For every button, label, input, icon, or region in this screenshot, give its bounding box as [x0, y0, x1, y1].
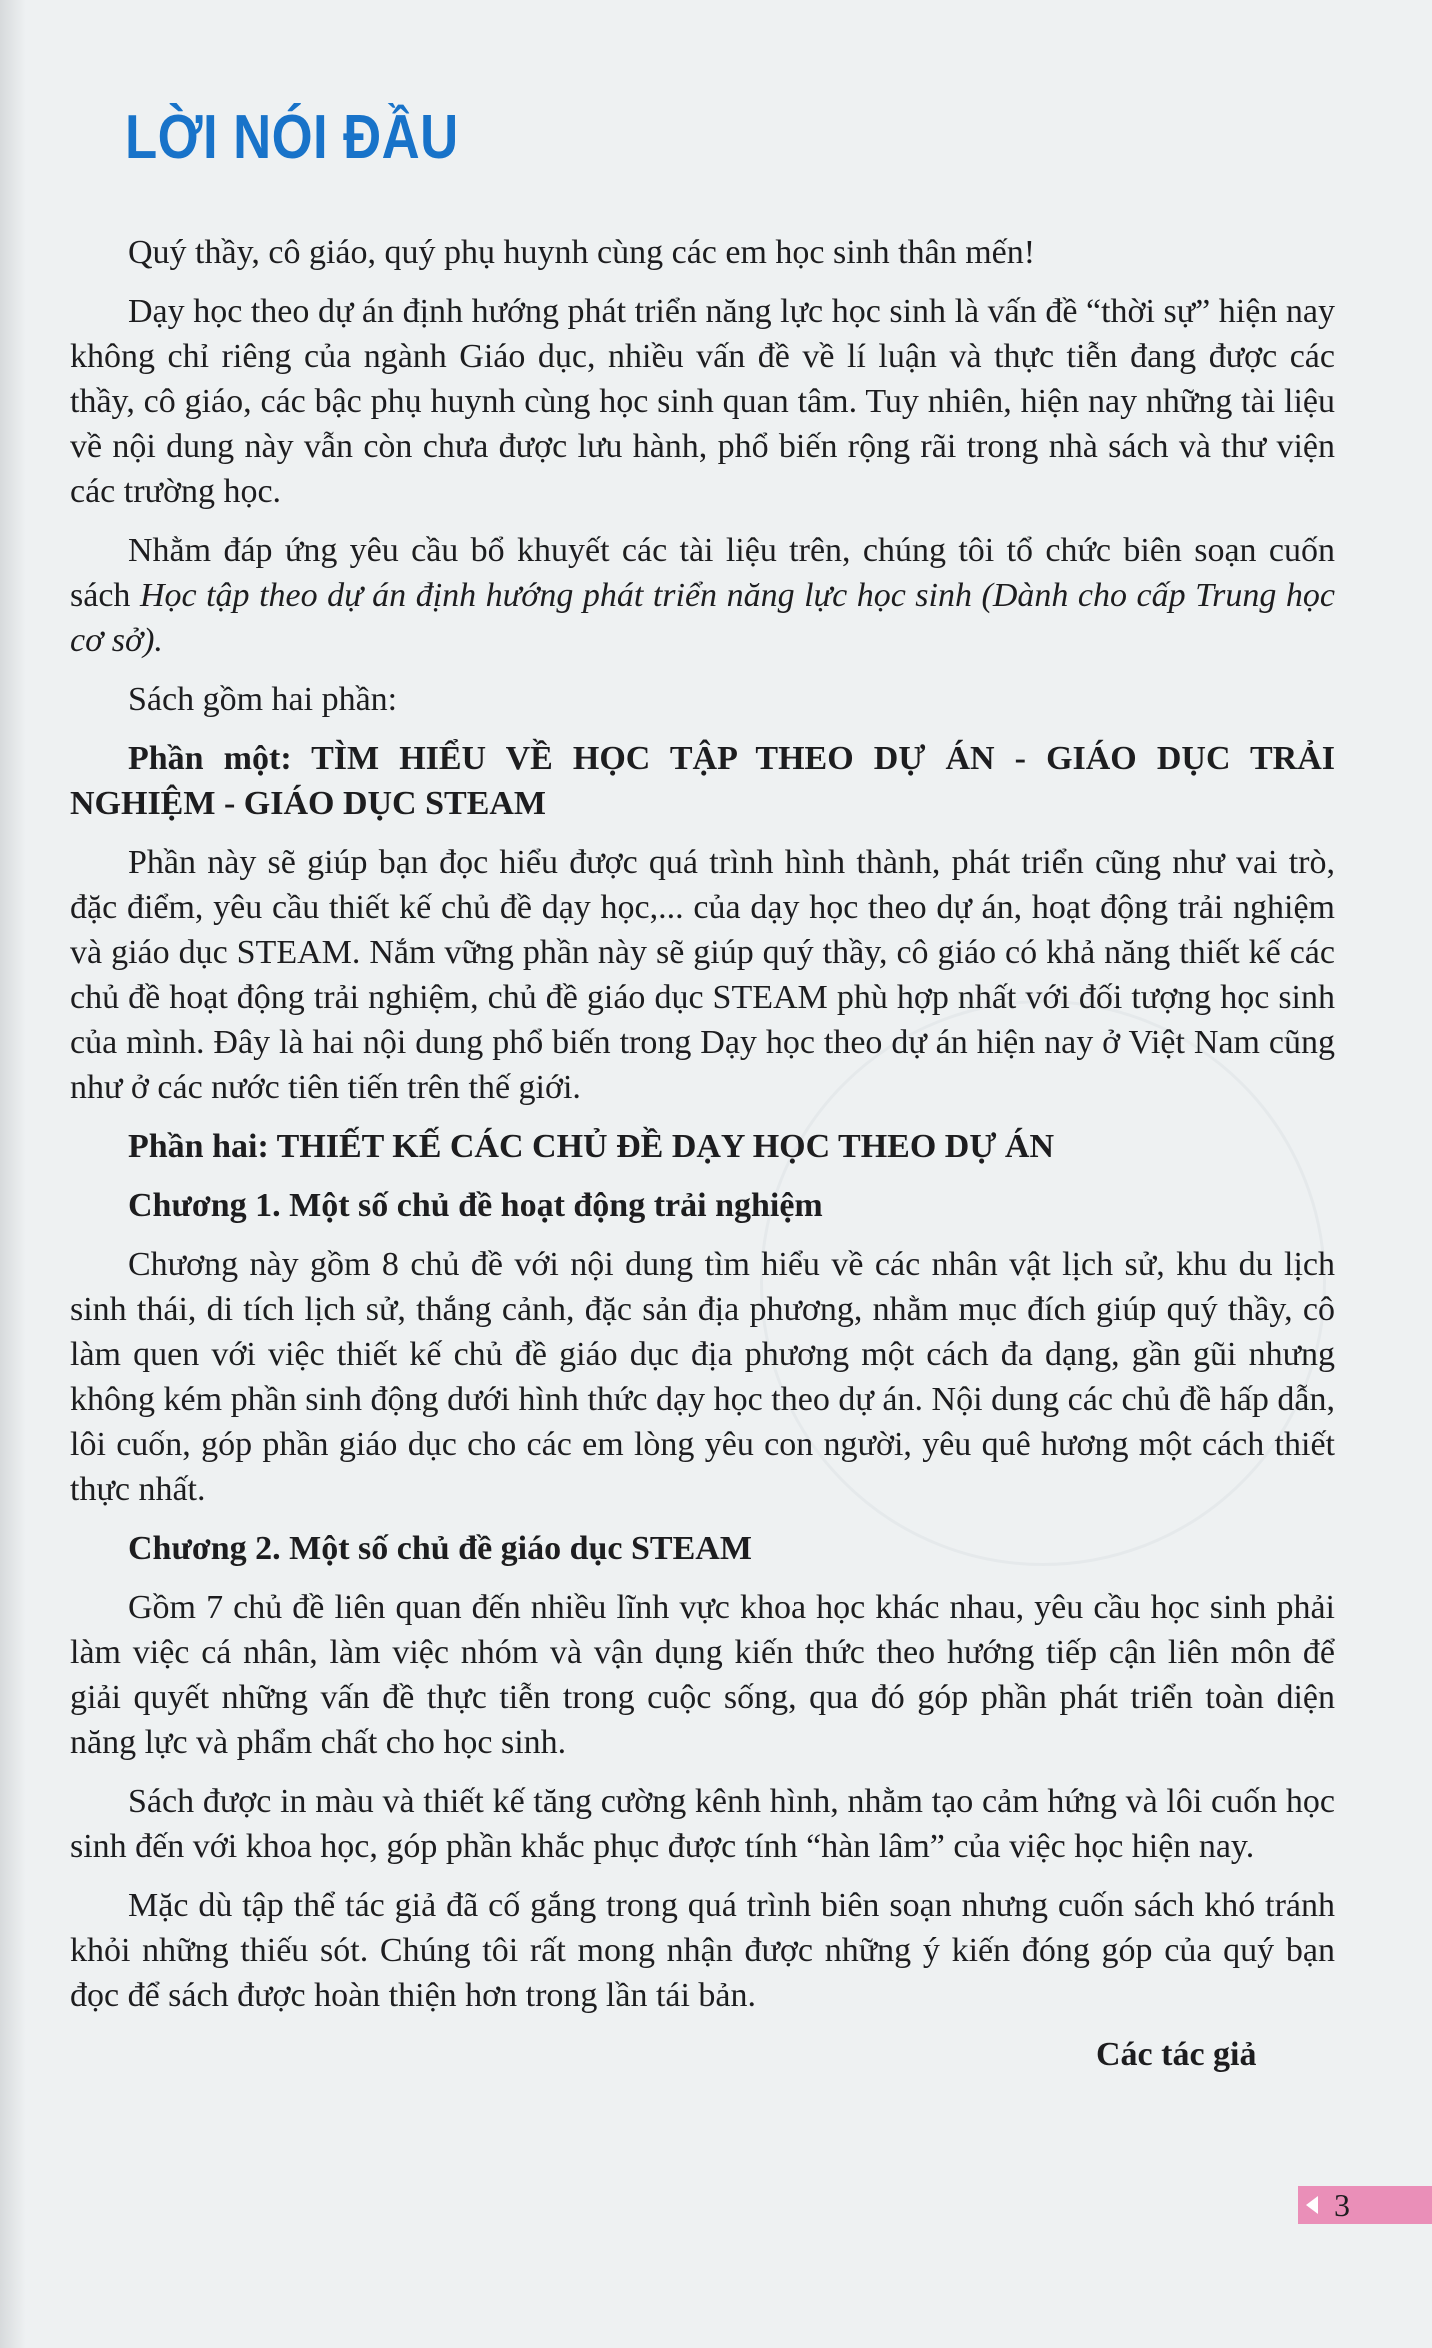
page-title: LỜI NÓI ĐẦU — [125, 103, 459, 172]
paragraph-purpose-text: Nhằm đáp ứng yêu cầu bổ khuyết các tài liệu trên, chúng tôi tổ chức biên soạn cuốn sách — [70, 532, 1335, 614]
closing-text: Mặc dù tập thể tác giả đã cố gắng trong quá trình biên soạn nhưng cuốn sách khó tránh khỏi những thiếu sót. Chúng tôi rất mong nhận được những ý kiến đóng góp của quý bạn đọc để sách được hoàn thiện hơn trong lần tái bản. — [70, 1887, 1335, 2014]
authors-signature: Các tác giả — [1096, 2036, 1257, 2073]
book-title: Học tập theo dự án định hướng phát triển năng lực học sinh (Dành cho cấp Trung học cơ sở). — [70, 577, 1335, 659]
part1-text: Phần này sẽ giúp bạn đọc hiểu được quá trình hình thành, phát triển cũng như vai trò, đặc điểm, yêu cầu thiết kế chủ đề dạy học,... của dạy học theo dự án, hoạt động trải nghiệm và giáo dục STEAM. Nắm vững phần này sẽ giúp quý thầy, cô giáo có khả năng thiết kế các chủ đề hoạt động trải nghiệm, chủ đề giáo dục STEAM phù hợp nhất với đối tượng học sinh của mình. Đây là hai nội dung phổ biến trong Dạy học theo dự án hiện nay ở Việt Nam cũng như ở các nước tiên tiến trên thế giới. — [70, 844, 1335, 1106]
document-body — [70, 230, 1335, 2032]
paragraph-intro: Dạy học theo dự án định hướng phát triển năng lực học sinh là vấn đề “thời sự” hiện nay không chỉ riêng của ngành Giáo dục, nhiều vấn đề về lí luận và thực tiễn đang được các thầy, cô giáo, các bậc phụ huynh cùng học sinh quan tâm. Tuy nhiên, hiện nay những tài liệu về nội dung này vẫn còn chưa được lưu hành, phổ biến rộng rãi trong nhà sách và thư viện các trường học. — [70, 293, 1335, 510]
part1-heading: Phần một: TÌM HIỂU VỀ HỌC TẬP THEO DỰ ÁN - GIÁO DỤC TRẢI NGHIỆM - GIÁO DỤC STEAM — [70, 740, 1335, 822]
paragraph-purpose — [70, 528, 1335, 663]
book-parts-intro: Sách gồm hai phần: — [128, 681, 398, 718]
arrow-left-icon — [1306, 2196, 1318, 2214]
chapter1-text: Chương này gồm 8 chủ đề với nội dung tìm hiểu về các nhân vật lịch sử, khu du lịch sinh thái, di tích lịch sử, thắng cảnh, đặc sản địa phương, nhằm mục đích giúp quý thầy, cô làm quen với việc thiết kế chủ đề giáo dục địa phương một cách đa dạng, gần gũi nhưng không kém phần sinh động dưới hình thức dạy học theo dự án. Nội dung các chủ đề hấp dẫn, lôi cuốn, góp phần giáo dục cho các em lòng yêu con người, yêu quê hương một cách thiết thực nhất. — [70, 1246, 1335, 1508]
page-number: 3 — [1334, 2186, 1350, 2223]
chapter2-text: Gồm 7 chủ đề liên quan đến nhiều lĩnh vực khoa học khác nhau, yêu cầu học sinh phải làm việc cá nhân, làm việc nhóm và vận dụng kiến thức theo hướng tiếp cận liên môn để giải quyết những vấn đề thực tiễn trong cuộc sống, qua đó góp phần phát triển toàn diện năng lực và phẩm chất cho học sinh. — [70, 1589, 1335, 1761]
part2-heading: Phần hai: THIẾT KẾ CÁC CHỦ ĐỀ DẠY HỌC THEO DỰ ÁN — [128, 1128, 1055, 1165]
page-number-tab — [1298, 2186, 1432, 2224]
page-binding-edge — [0, 0, 26, 2348]
chapter1-heading: Chương 1. Một số chủ đề hoạt động trải nghiệm — [128, 1187, 823, 1224]
greeting: Quý thầy, cô giáo, quý phụ huynh cùng các em học sinh thân mến! — [128, 234, 1036, 271]
chapter2-heading: Chương 2. Một số chủ đề giáo dục STEAM — [128, 1530, 752, 1567]
print-text: Sách được in màu và thiết kế tăng cường kênh hình, nhằm tạo cảm hứng và lôi cuốn học sinh đến với khoa học, góp phần khắc phục được tính “hàn lâm” của việc học hiện nay. — [70, 1783, 1335, 1865]
